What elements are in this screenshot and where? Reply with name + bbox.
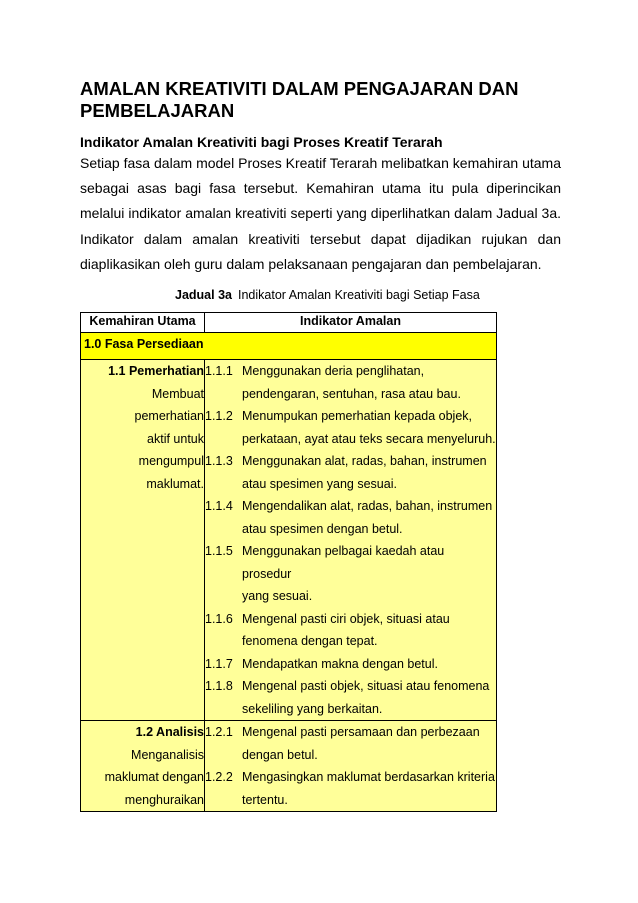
indicator-number: 1.1.5 (205, 544, 233, 558)
skill-desc-line: mengumpul (138, 454, 204, 468)
indicator-number: 1.1.8 (205, 679, 233, 693)
indicator-text-cont: tertentu. (242, 792, 288, 807)
indicator-text: Mengendalikan alat, radas, bahan, instrumen (242, 499, 493, 513)
indicator-number: 1.2.2 (205, 770, 233, 784)
table-caption-text: Indikator Amalan Kreativiti bagi Setiap Fasa (237, 288, 480, 302)
skill-desc-line: Menganalisis (131, 747, 204, 762)
indicator-text: Mendapatkan makna dengan betul. (242, 656, 438, 671)
indicator-text-cont: sekeliling yang berkaitan. (242, 701, 383, 716)
indicator-item (205, 721, 496, 766)
table-caption-label: Jadual 3a (175, 288, 232, 302)
indicator-text-cont: atau spesimen yang sesuai. (242, 476, 397, 491)
indicator-text: Mengasingkan maklumat berdasarkan kriteria (242, 770, 495, 784)
skill-desc-line: maklumat dengan (104, 770, 204, 784)
indicator-item (205, 608, 496, 653)
indicator-item (205, 675, 496, 720)
indicator-text-cont: atau spesimen dengan betul. (242, 521, 403, 536)
indicator-number: 1.1.4 (205, 499, 233, 513)
indicator-number: 1.2.1 (205, 725, 233, 739)
indicator-text-cont: yang sesuai. (242, 589, 313, 603)
indicator-number: 1.1.2 (205, 409, 233, 423)
indicator-text: Menumpukan pemerhatian kepada objek, (242, 409, 473, 423)
indicator-text: Mengenal pasti objek, situasi atau fenomena (242, 679, 490, 693)
indicator-text: Menggunakan alat, radas, bahan, instrumen (242, 454, 487, 468)
indicator-item (205, 405, 496, 450)
skill-heading: 1.2 Analisis (135, 725, 204, 739)
skill-desc-line: Membuat pemerhatian (134, 386, 204, 423)
phase-row (81, 333, 497, 360)
phase-label: 1.0 Fasa Persediaan (81, 333, 497, 360)
indicator-item (205, 766, 496, 811)
table-caption (175, 287, 480, 303)
indicator-table (80, 312, 497, 812)
skill-cell (81, 360, 205, 721)
skill-desc-line: menghuraikan (124, 792, 204, 807)
skill-heading: 1.1 Pemerhatian (108, 364, 204, 378)
indicator-cell (205, 360, 497, 721)
indicator-item (205, 360, 496, 405)
indicator-text-cont: dengan betul. (242, 747, 318, 762)
indicator-text-cont: perkataan, ayat atau teks secara menyeluruh. (242, 431, 496, 446)
table-row (81, 721, 497, 812)
indicator-number: 1.1.1 (205, 364, 233, 378)
indicator-item (205, 495, 496, 540)
indicator-text: Menggunakan deria penglihatan, (242, 364, 425, 378)
header-kemahiran-utama: Kemahiran Utama (81, 313, 205, 333)
table-header-row (81, 313, 497, 333)
document-title: AMALAN KREATIVITI DALAM PENGAJARAN DAN PEMBELAJARAN (80, 78, 519, 121)
indicator-text: Menggunakan pelbagai kaedah atau prosedur (242, 544, 445, 581)
indicator-number: 1.1.3 (205, 454, 233, 468)
skill-desc-line: aktif untuk (147, 431, 204, 446)
skill-cell (81, 721, 205, 812)
body-paragraph: Setiap fasa dalam model Proses Kreatif Terarah melibatkan kemahiran utama sebagai asas bagi fasa tersebut. Kemahiran utama itu pula diperincikan melalui indikator amalan kreativiti seperti yang diperlihatkan dalam Jadual 3a. Indikator dalam amalan kreativiti tersebut dapat dijadikan rujukan dan diaplikasikan oleh guru dalam pelaksanaan pengajaran dan pembelajaran. (80, 155, 561, 272)
indicator-text: Mengenal pasti persamaan dan perbezaan (242, 725, 480, 739)
indicator-item (205, 540, 496, 608)
indicator-number: 1.1.7 (205, 656, 233, 671)
indicator-text: Mengenal pasti ciri objek, situasi atau (242, 611, 450, 626)
header-indikator-amalan: Indikator Amalan (205, 313, 497, 333)
indicator-cell (205, 721, 497, 812)
indicator-text-cont: fenomena dengan tepat. (242, 634, 378, 648)
table-row (81, 360, 497, 721)
indicator-item (205, 450, 496, 495)
skill-desc-line: maklumat. (146, 476, 204, 491)
indicator-item (205, 653, 496, 676)
indicator-text-cont: pendengaran, sentuhan, rasa atau bau. (242, 386, 461, 401)
section-subheading: Indikator Amalan Kreativiti bagi Proses Kreatif Terarah (80, 134, 443, 150)
indicator-number: 1.1.6 (205, 611, 233, 626)
